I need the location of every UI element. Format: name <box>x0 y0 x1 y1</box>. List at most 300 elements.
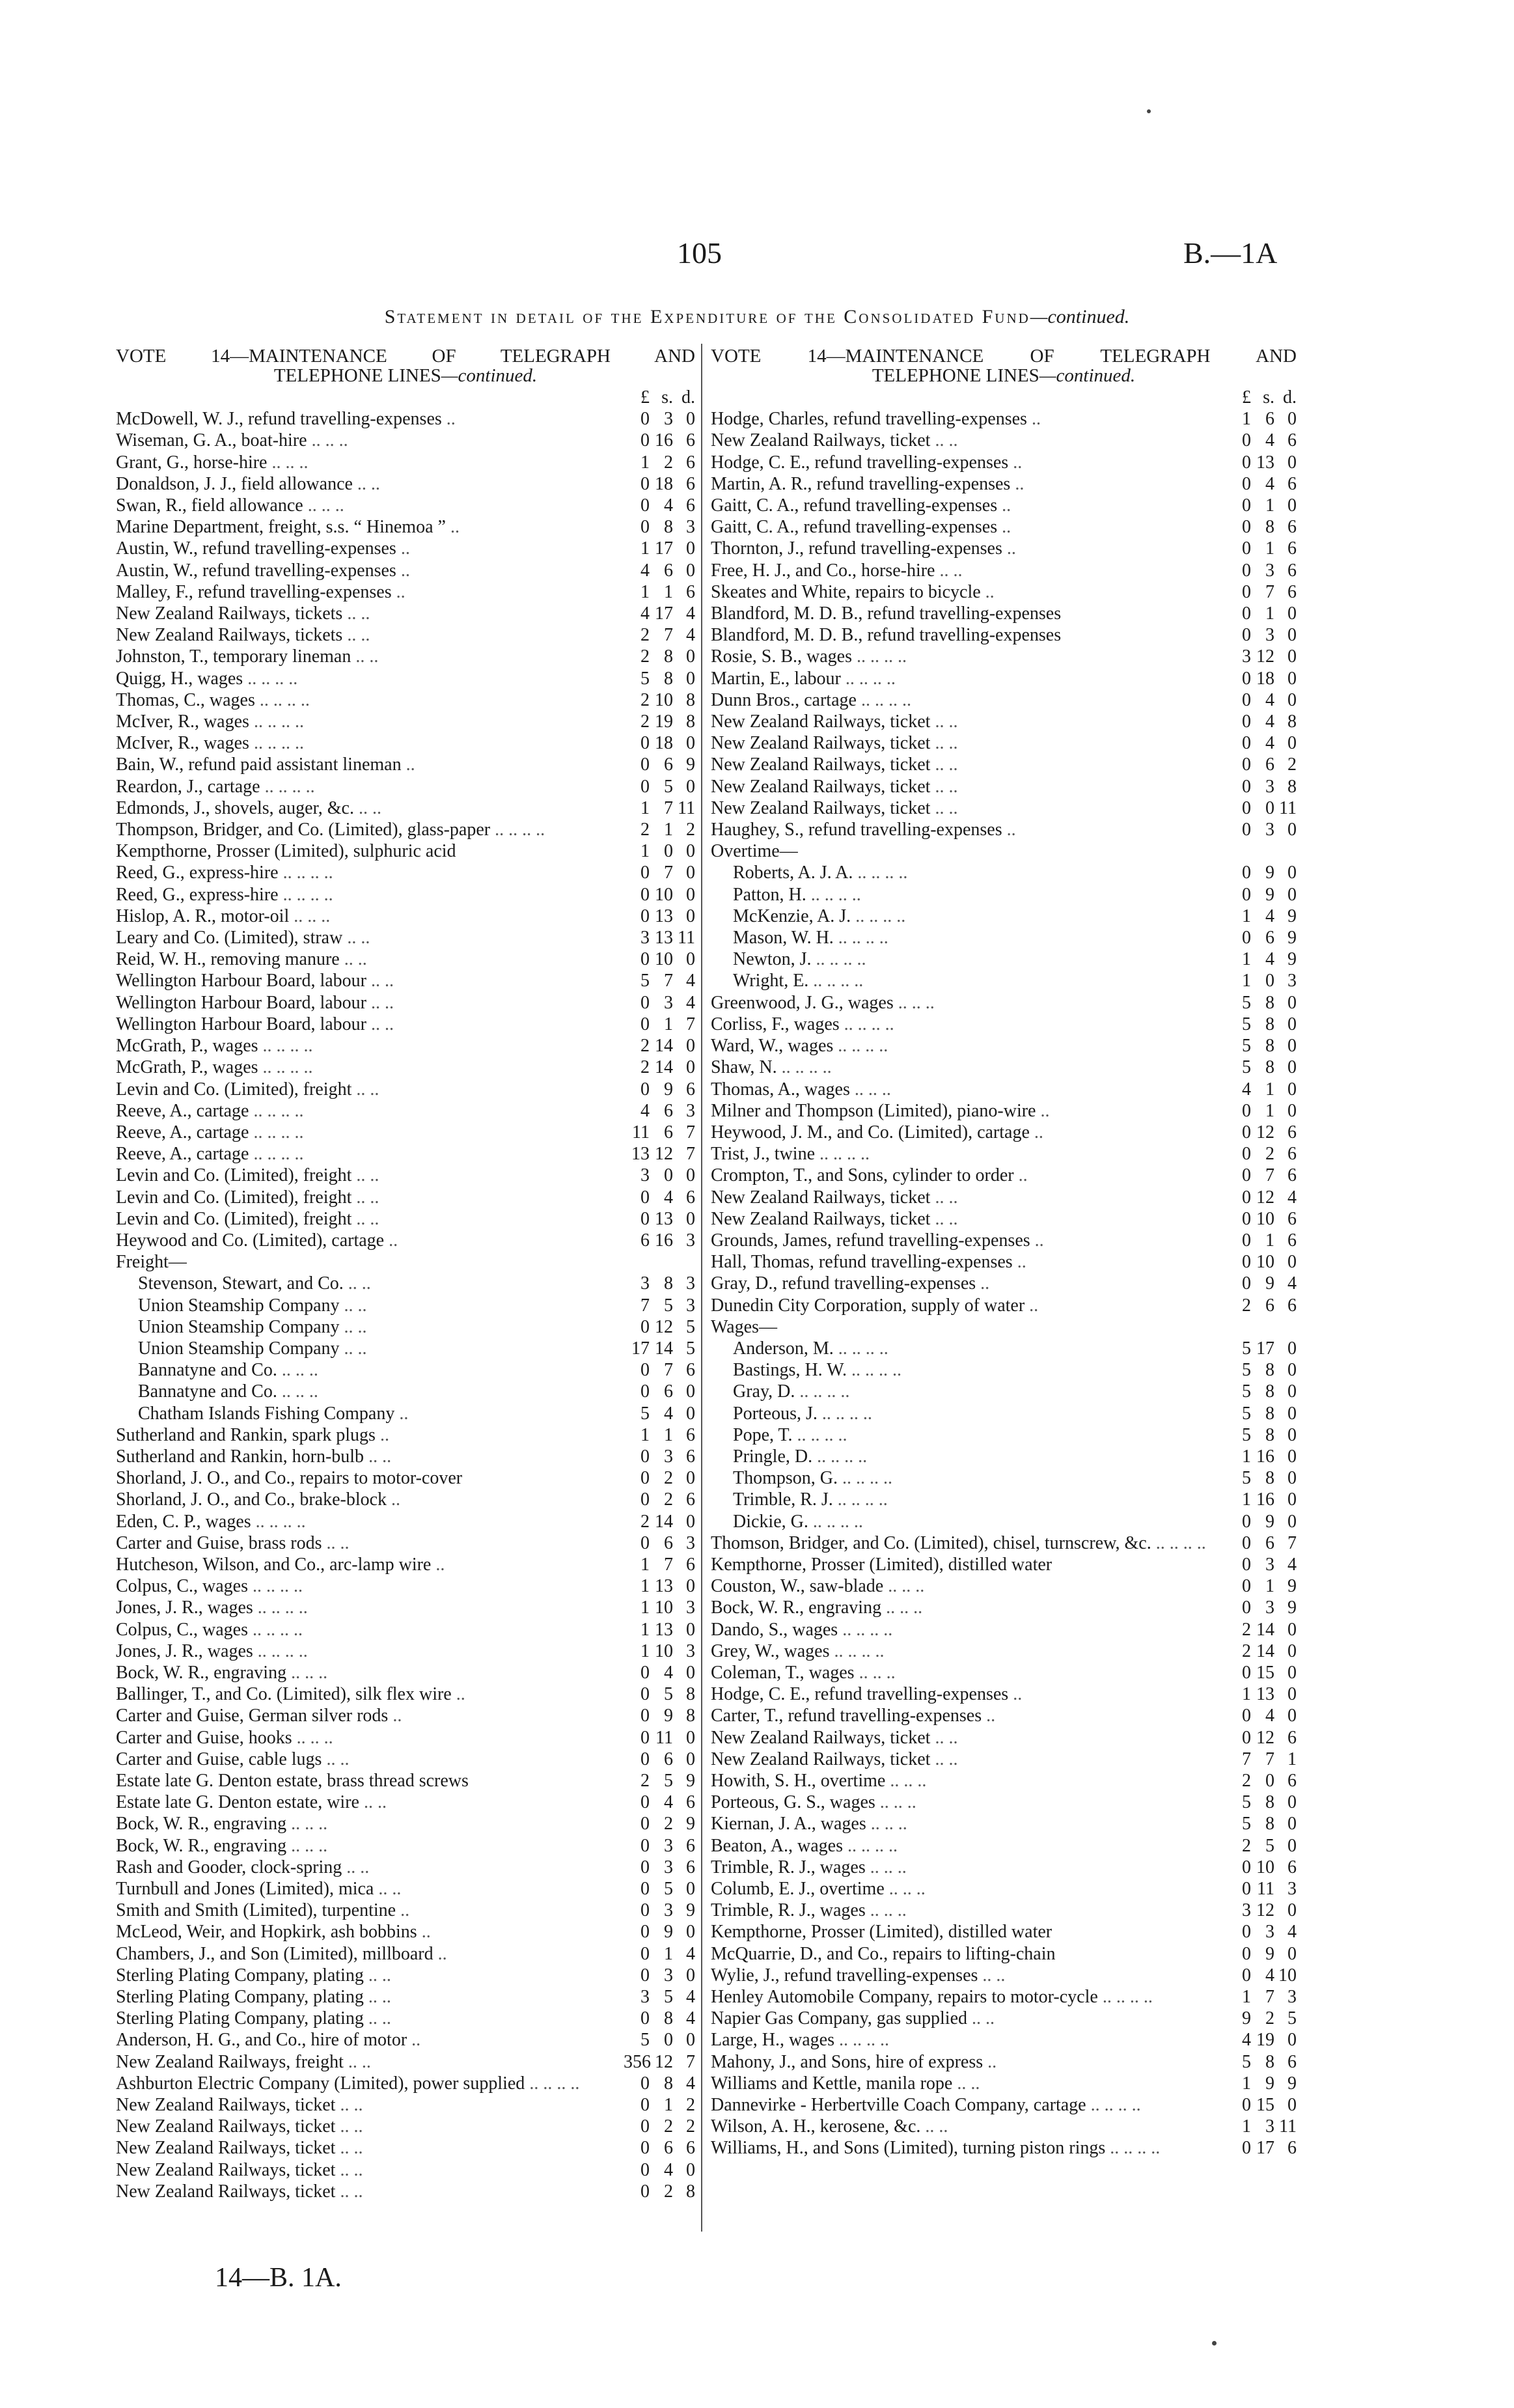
row-leader-dots: .. .. .. <box>883 1576 925 1597</box>
amount-pounds: 5 <box>1242 1360 1251 1381</box>
amount-pounds: 1 <box>1242 2116 1251 2137</box>
row-amount <box>1225 927 1297 948</box>
amount-pence: 0 <box>686 1381 695 1402</box>
amount-pence: 6 <box>686 1187 695 1208</box>
amount-pence: 0 <box>1287 646 1297 667</box>
amount-shillings: 13 <box>1256 452 1274 473</box>
amount-pence: 1 <box>1287 1749 1297 1769</box>
amount-pounds: 1 <box>640 1576 650 1597</box>
row-payee: New Zealand Railways, ticket <box>116 2095 336 2116</box>
expenditure-row <box>711 927 1297 948</box>
row-leader-dots: .. .. .. .. <box>248 1576 303 1597</box>
amount-pence: 4 <box>686 992 695 1013</box>
amount-pounds: 5 <box>1242 1381 1251 1402</box>
row-amount <box>624 2159 695 2181</box>
amount-pence: 11 <box>1279 2116 1297 2137</box>
expenditure-row <box>711 1338 1297 1359</box>
row-description <box>711 1727 1225 1749</box>
row-payee: McIver, R., wages <box>116 712 249 732</box>
row-payee: Bock, W. R., engraving <box>116 1835 287 1856</box>
row-payee: McIver, R., wages <box>116 733 249 754</box>
amount-pence: 3 <box>686 1273 695 1294</box>
expenditure-row <box>711 1403 1297 1424</box>
row-description <box>116 797 624 819</box>
amount-pounds: 0 <box>640 2181 650 2202</box>
expenditure-row <box>711 970 1297 991</box>
row-description <box>116 2051 624 2073</box>
expenditure-row <box>116 560 695 581</box>
row-description <box>711 1316 1225 1338</box>
amount-shillings: 2 <box>664 1814 673 1834</box>
expenditure-row <box>116 668 695 689</box>
row-leader-dots: .. .. <box>351 1208 379 1229</box>
amount-shillings: 7 <box>1265 1987 1274 2008</box>
row-amount <box>1225 970 1297 991</box>
row-description <box>116 1986 624 2008</box>
row-payee: Levin and Co. (Limited), freight <box>116 1079 352 1100</box>
row-description <box>711 1143 1225 1165</box>
row-leader-dots: .. .. <box>342 603 370 624</box>
expenditure-row <box>116 1619 695 1640</box>
amount-shillings: 7 <box>1265 1165 1274 1186</box>
row-leader-dots: .. .. .. <box>849 1079 891 1100</box>
amount-pence: 8 <box>686 689 695 710</box>
amount-pounds: 7 <box>1242 1749 1251 1769</box>
amount-pounds: 0 <box>1242 668 1251 689</box>
row-amount <box>1225 1683 1297 1705</box>
amount-pounds: 7 <box>640 1295 650 1316</box>
amount-shillings: 19 <box>655 712 673 732</box>
amount-pence: 0 <box>1287 1446 1297 1467</box>
amount-pence: 6 <box>1287 581 1297 602</box>
amount-pence: 0 <box>686 668 695 689</box>
row-amount <box>1225 1835 1297 1857</box>
expenditure-row <box>116 776 695 797</box>
expenditure-row <box>116 1403 695 1424</box>
row-description <box>711 1900 1225 1921</box>
expenditure-row <box>116 819 695 840</box>
left-vote-subheading <box>116 366 695 385</box>
row-description <box>711 927 1225 948</box>
expenditure-row <box>116 646 695 667</box>
row-amount <box>624 1338 695 1359</box>
amount-pence: 0 <box>1287 1706 1297 1726</box>
expenditure-row <box>711 732 1297 754</box>
amount-shillings: 9 <box>1265 2073 1274 2094</box>
row-leader-dots: .. .. .. .. <box>811 949 866 970</box>
amount-pounds: 0 <box>640 1684 650 1705</box>
row-leader-dots: .. .. <box>335 2116 363 2137</box>
row-description <box>116 1359 624 1381</box>
expenditure-row <box>116 2073 695 2094</box>
amount-shillings: 1 <box>664 820 673 840</box>
expenditure-row <box>116 1143 695 1165</box>
row-payee: Columb, E. J., overtime <box>711 1879 885 1900</box>
expenditure-row <box>711 1359 1297 1381</box>
amount-pounds: 2 <box>1242 1619 1251 1640</box>
row-amount <box>624 1187 695 1208</box>
row-amount <box>624 797 695 819</box>
amount-pounds: 1 <box>640 452 650 473</box>
row-description <box>116 1835 624 1857</box>
amount-shillings: 14 <box>655 1036 673 1057</box>
row-description <box>116 1273 624 1294</box>
row-amount <box>1225 2094 1297 2116</box>
row-description <box>116 1122 624 1143</box>
row-description <box>711 797 1225 819</box>
expenditure-row <box>116 1878 695 1900</box>
row-amount <box>1225 1424 1297 1446</box>
row-amount <box>1225 2116 1297 2137</box>
row-payee: Wellington Harbour Board, labour <box>116 971 366 991</box>
expenditure-row <box>711 1554 1297 1575</box>
row-amount <box>624 1359 695 1381</box>
row-description <box>711 2008 1225 2029</box>
amount-shillings: 0 <box>1265 797 1274 818</box>
row-leader-dots: .. <box>451 1684 465 1705</box>
row-payee: Williams, H., and Sons (Limited), turning piston rings <box>711 2138 1106 2159</box>
amount-pounds: 5 <box>640 668 650 689</box>
amount-pounds: 0 <box>1242 928 1251 948</box>
expenditure-row <box>116 452 695 473</box>
amount-pence: 6 <box>1287 430 1297 451</box>
amount-pounds: 0 <box>640 1316 650 1337</box>
row-payee: Beaton, A., wages <box>711 1835 843 1856</box>
amount-pounds: 2 <box>1242 1835 1251 1856</box>
amount-shillings: 8 <box>664 668 673 689</box>
amount-shillings: 17 <box>655 603 673 624</box>
row-description <box>711 2094 1225 2116</box>
row-description <box>711 1511 1225 1532</box>
expenditure-row <box>711 1187 1297 1208</box>
amount-pence: 0 <box>1287 2030 1297 2051</box>
row-amount <box>624 840 695 862</box>
expenditure-row <box>116 624 695 646</box>
expenditure-row <box>711 948 1297 970</box>
row-description <box>711 2073 1225 2094</box>
row-payee: Porteous, J. <box>733 1403 818 1424</box>
amount-pence: 6 <box>686 473 695 494</box>
amount-pounds: 2 <box>640 712 650 732</box>
row-leader-dots: .. .. .. .. <box>253 1640 308 1661</box>
amount-pounds: 0 <box>1242 820 1251 840</box>
row-payee: Pope, T. <box>733 1424 793 1445</box>
row-description <box>711 452 1225 473</box>
row-payee: Roberts, A. J. A. <box>733 863 853 883</box>
row-description <box>116 1100 624 1122</box>
row-payee: Shorland, J. O., and Co., repairs to motor-cover <box>116 1468 463 1489</box>
row-leader-dots: .. <box>1012 1252 1026 1273</box>
row-leader-dots: .. <box>396 1900 410 1921</box>
row-payee: Trimble, R. J., wages <box>711 1900 866 1921</box>
expenditure-row <box>711 906 1297 927</box>
amount-shillings: 2 <box>664 1489 673 1510</box>
row-description <box>116 1338 624 1359</box>
row-payee: Gray, D. <box>733 1381 795 1402</box>
amount-pounds: 0 <box>1242 1727 1251 1748</box>
row-amount <box>1225 2029 1297 2051</box>
amount-pounds: 0 <box>1242 1532 1251 1553</box>
amount-pounds: 0 <box>640 992 650 1013</box>
statement-title <box>0 306 1514 328</box>
amount-pence: 0 <box>1287 1036 1297 1057</box>
row-description <box>711 754 1225 775</box>
row-leader-dots: .. .. <box>364 1446 392 1467</box>
expenditure-row <box>711 840 1297 862</box>
expenditure-row <box>711 1208 1297 1230</box>
row-leader-dots: .. .. .. <box>292 1727 333 1748</box>
expenditure-row <box>711 1597 1297 1618</box>
expenditure-row <box>116 1705 695 1726</box>
expenditure-row <box>116 970 695 991</box>
row-payee: Sterling Plating Company, plating <box>116 2008 364 2029</box>
row-leader-dots: .. <box>1002 538 1016 559</box>
amount-shillings: 7 <box>664 625 673 646</box>
amount-pounds: 0 <box>640 473 650 494</box>
amount-pence: 0 <box>686 2159 695 2180</box>
amount-pounds: 5 <box>1242 1814 1251 1834</box>
expenditure-row <box>711 452 1297 473</box>
row-description <box>711 1014 1225 1035</box>
row-amount <box>1225 1640 1297 1662</box>
amount-shillings: 3 <box>1265 560 1274 581</box>
row-amount <box>624 581 695 603</box>
row-payee: Carter and Guise, German silver rods <box>116 1706 389 1726</box>
amount-shillings: 4 <box>1265 733 1274 754</box>
row-amount <box>624 1230 695 1251</box>
amount-pence: 4 <box>1287 1187 1297 1208</box>
amount-shillings: 17 <box>655 538 673 559</box>
row-amount <box>624 473 695 495</box>
expenditure-row <box>116 2051 695 2073</box>
amount-shillings: 2 <box>664 2181 673 2202</box>
row-amount <box>1225 1662 1297 1683</box>
amount-shillings: 9 <box>664 1922 673 1943</box>
row-description <box>711 1446 1225 1467</box>
row-description <box>116 538 624 559</box>
expenditure-row <box>116 1749 695 1770</box>
amount-pence: 3 <box>686 1598 695 1618</box>
amount-pence: 6 <box>686 1079 695 1100</box>
amount-pence: 0 <box>686 1511 695 1532</box>
expenditure-row <box>116 2116 695 2137</box>
row-leader-dots: .. .. <box>335 2095 363 2116</box>
amount-pounds: 1 <box>1242 1489 1251 1510</box>
amount-pounds: 0 <box>640 1014 650 1034</box>
row-description <box>711 1575 1225 1597</box>
amount-pounds: 0 <box>1242 1857 1251 1877</box>
expenditure-row <box>711 1143 1297 1165</box>
amount-shillings: 6 <box>664 1749 673 1769</box>
row-description <box>711 1187 1225 1208</box>
row-payee: Thompson, G. <box>733 1468 838 1489</box>
amount-pence: 6 <box>686 1424 695 1445</box>
amount-pounds: 2 <box>640 1057 650 1078</box>
row-description <box>116 1770 624 1792</box>
expenditure-row <box>116 1230 695 1251</box>
amount-shillings: 9 <box>1265 863 1274 883</box>
amount-pence: 0 <box>1287 625 1297 646</box>
amount-pounds: 2 <box>640 820 650 840</box>
row-payee: Marine Department, freight, s.s. “ Hinemoa ” <box>116 517 446 538</box>
amount-shillings: 3 <box>1265 1554 1274 1575</box>
row-description <box>116 1208 624 1230</box>
expenditure-row <box>711 1122 1297 1143</box>
row-description <box>116 2094 624 2116</box>
row-amount <box>1225 1749 1297 1770</box>
amount-shillings: 4 <box>1265 430 1274 451</box>
row-payee: Bock, W. R., engraving <box>711 1598 882 1618</box>
expenditure-row <box>116 1813 695 1834</box>
row-description <box>711 1857 1225 1878</box>
expenditure-row <box>711 430 1297 451</box>
amount-pounds: 0 <box>1242 1273 1251 1294</box>
row-payee: Blandford, M. D. B., refund travelling-expenses <box>711 603 1062 624</box>
row-description <box>116 1619 624 1640</box>
row-payee: Reeve, A., cartage <box>116 1122 249 1142</box>
expenditure-row <box>711 797 1297 819</box>
expenditure-row <box>116 884 695 906</box>
row-payee: New Zealand Railways, ticket <box>711 776 931 797</box>
amount-pounds: 0 <box>640 1187 650 1208</box>
row-description <box>711 1035 1225 1057</box>
row-amount <box>1225 2008 1297 2029</box>
amount-pounds: 5 <box>1242 1792 1251 1813</box>
row-description <box>116 516 624 538</box>
row-leader-dots: .. .. <box>930 733 958 754</box>
row-amount <box>624 2051 695 2073</box>
amount-pence: 0 <box>686 1403 695 1424</box>
amount-pence: 0 <box>1287 1640 1297 1661</box>
amount-shillings: 6 <box>1265 754 1274 775</box>
amount-pounds: 2 <box>640 1771 650 1791</box>
row-leader-dots: .. .. .. .. <box>258 1057 313 1078</box>
row-payee: Jones, J. R., wages <box>116 1598 253 1618</box>
row-amount <box>624 560 695 581</box>
row-payee: Pringle, D. <box>733 1446 813 1467</box>
row-leader-dots: .. .. .. .. <box>1151 1532 1206 1553</box>
row-leader-dots: .. .. .. .. <box>838 1619 893 1640</box>
amount-pounds: 0 <box>1242 603 1251 624</box>
row-description <box>116 495 624 516</box>
row-amount <box>624 1079 695 1100</box>
row-leader-dots: .. <box>1002 820 1016 840</box>
amount-shillings: 12 <box>655 1316 673 1337</box>
row-leader-dots: .. .. <box>359 1792 387 1813</box>
row-leader-dots: .. .. .. .. <box>249 1100 304 1121</box>
row-amount <box>624 1857 695 1878</box>
amount-pence: 6 <box>1287 1230 1297 1251</box>
amount-shillings: 8 <box>664 646 673 667</box>
row-payee: Johnston, T., temporary lineman <box>116 646 351 667</box>
row-payee: Reardon, J., cartage <box>116 776 260 797</box>
row-payee: Wilson, A. H., kerosene, &c. <box>711 2116 921 2137</box>
amount-pounds: 4 <box>1242 1079 1251 1100</box>
amount-pence: 0 <box>686 538 695 559</box>
row-amount <box>1225 1921 1297 1943</box>
expenditure-row <box>711 819 1297 840</box>
row-description <box>116 2116 624 2137</box>
amount-pence: 0 <box>1287 1792 1297 1813</box>
row-payee: Reed, G., express-hire <box>116 884 279 905</box>
amount-shillings: 6 <box>664 1381 673 1402</box>
amount-pence: 11 <box>678 928 695 948</box>
amount-pounds: 4 <box>1242 2030 1251 2051</box>
row-payee: New Zealand Railways, ticket <box>711 1749 931 1769</box>
amount-pounds: 0 <box>1242 884 1251 905</box>
row-payee: Carter and Guise, cable lugs <box>116 1749 322 1769</box>
row-payee: Carter and Guise, brass rods <box>116 1532 322 1553</box>
row-leader-dots: .. .. .. .. <box>815 1144 870 1165</box>
amount-pence: 0 <box>686 1922 695 1943</box>
row-leader-dots: .. .. .. .. <box>808 971 864 991</box>
expenditure-row <box>711 1035 1297 1057</box>
row-description <box>116 1532 624 1554</box>
row-leader-dots: .. .. .. .. <box>792 1424 847 1445</box>
row-amount <box>624 668 695 689</box>
amount-pence: 0 <box>686 863 695 883</box>
row-description <box>711 495 1225 516</box>
expenditure-row <box>711 711 1297 732</box>
row-amount <box>624 1986 695 2008</box>
row-payee: Bannatyne and Co. <box>138 1360 277 1381</box>
amount-pence: 0 <box>1287 1662 1297 1683</box>
row-leader-dots: .. .. .. <box>881 1598 923 1618</box>
row-payee: Dando, S., wages <box>711 1619 838 1640</box>
amount-shillings: 12 <box>1256 1900 1274 1921</box>
row-description <box>711 2051 1225 2073</box>
expenditure-row <box>116 538 695 559</box>
amount-pounds: 0 <box>1242 733 1251 754</box>
amount-pence: 6 <box>1287 517 1297 538</box>
amount-pence: 6 <box>1287 1857 1297 1877</box>
row-description <box>711 1835 1225 1857</box>
amount-shillings: 15 <box>1256 1662 1274 1683</box>
row-description <box>116 1165 624 1186</box>
amount-shillings: 8 <box>1265 1057 1274 1078</box>
expenditure-row <box>711 516 1297 538</box>
amount-shillings: 10 <box>1256 1252 1274 1273</box>
row-description <box>711 1100 1225 1122</box>
expenditure-row <box>711 1619 1297 1640</box>
amount-pounds: 4 <box>640 560 650 581</box>
amount-shillings: 6 <box>1265 1532 1274 1553</box>
row-description <box>116 2159 624 2181</box>
row-payee: New Zealand Railways, freight <box>116 2051 344 2072</box>
amount-pence: 0 <box>1287 689 1297 710</box>
amount-shillings: 14 <box>655 1511 673 1532</box>
amount-pounds: 3 <box>640 1987 650 2008</box>
row-leader-dots: .. .. .. .. <box>833 928 888 948</box>
row-description <box>711 1208 1225 1230</box>
amount-pence: 6 <box>1287 1208 1297 1229</box>
row-amount <box>1225 884 1297 906</box>
row-amount <box>624 1878 695 1900</box>
row-leader-dots: .. .. .. .. <box>833 1489 888 1510</box>
row-leader-dots: .. .. <box>351 1187 379 1208</box>
row-leader-dots: .. .. .. .. <box>839 1014 894 1034</box>
amount-pounds: 5 <box>640 2030 650 2051</box>
row-description <box>711 668 1225 689</box>
row-payee: Austin, W., refund travelling-expenses <box>116 560 396 581</box>
row-leader-dots: .. .. <box>930 1749 958 1769</box>
expenditure-row <box>711 1749 1297 1770</box>
row-payee: Martin, A. R., refund travelling-expenses <box>711 473 1011 494</box>
amount-shillings: 3 <box>664 1446 673 1467</box>
amount-pounds: 5 <box>1242 1057 1251 1078</box>
row-payee: Ward, W., wages <box>711 1036 834 1057</box>
amount-pence: 3 <box>1287 971 1297 991</box>
